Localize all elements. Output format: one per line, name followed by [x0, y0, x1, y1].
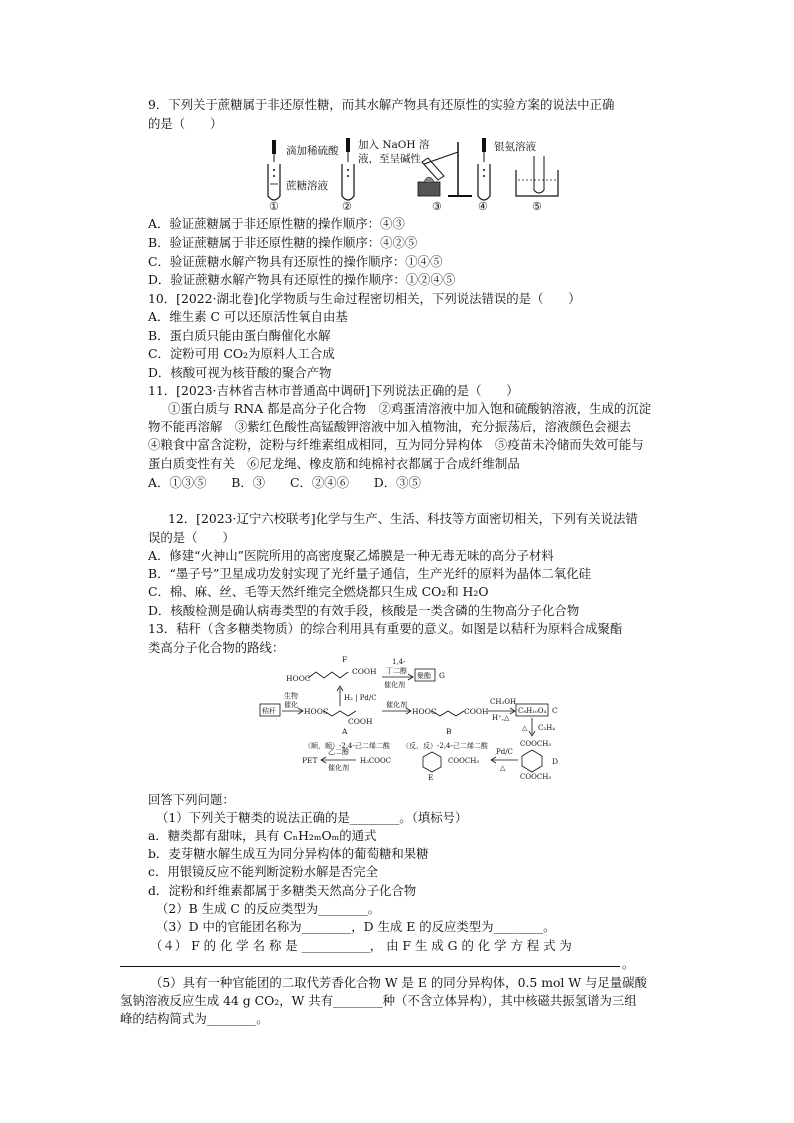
e-cooch3: COOCH₃ — [448, 757, 480, 765]
water-bath — [516, 156, 558, 196]
q13-synthesis-route-figure — [256, 656, 576, 780]
q9-stem-line1: 9．下列关于蔗糖属于非还原性糖，而其水解产物具有还原性的实验方案的说法中正确 — [148, 97, 615, 112]
q10-option-d: D．核酸可视为核苷酸的聚合产物 — [148, 365, 332, 380]
label-add-naoh-1: 加入 NaOH 溶 — [358, 139, 430, 151]
pdc: Pd/C — [496, 748, 513, 756]
delta: △ — [500, 764, 506, 772]
q9-apparatus-figure — [262, 134, 562, 214]
q13-part5-line1: （5）具有一种官能团的二取代芳香化合物 W 是 E 的同分异构体，0.5 mol W 与足量碳酸 — [150, 975, 647, 990]
q9-option-d: D．验证蔗糖水解产物具有还原性的操作顺序：①②④⑤ — [148, 272, 456, 287]
q13-part4-answer-line — [120, 966, 620, 967]
e-ring — [423, 752, 441, 772]
q13-choice-b: b．麦芽糖水解生成互为同分异构体的葡萄糖和果糖 — [148, 846, 429, 861]
label-f: F — [342, 656, 348, 664]
q13-part4: （４） F 的 化 学 名 称 是 ___________， 由 F 生 成 G 的 化 学 方 程 式 为 — [150, 938, 572, 953]
q10-stem: 10．[2022·湖北卷]化学物质与生命过程密切相关，下列说法错误的是（ ） — [148, 291, 581, 306]
q12-option-d: D．核酸检测是确认病毒类型的有效手段，核酸是一类含磷的生物高分子化合物 — [148, 603, 580, 618]
d-ring — [522, 750, 542, 772]
q11-statement-line1: ①蛋白质与 RNA 都是高分子化合物 ②鸡蛋清溶液中加入饱和硫酸钠溶液，生成的沉淀 — [168, 401, 652, 416]
label-g: G — [439, 671, 445, 680]
pet-label: PET — [302, 756, 318, 765]
bio-2: 催化 — [284, 701, 298, 709]
q11-options: A．①③⑤ B．③ C．②④⑥ D．③⑤ — [148, 475, 421, 490]
q12-stem-line1: 12．[2023·辽宁六校联考]化学与生产、生活、科技等方面密切相关，下列有关说法错 — [168, 511, 638, 526]
q9-option-a: A．验证蔗糖属于非还原性糖的操作顺序：④③ — [148, 216, 405, 231]
b-hooc: HOOC — [412, 707, 437, 716]
q12-stem-line2: 误的是（ ） — [148, 530, 235, 545]
b-cooh: COOH — [464, 707, 489, 716]
q10-option-a: A．维生素 C 可以还原活性氧自由基 — [148, 309, 348, 324]
d-cooch3-top: COOCH₃ — [520, 740, 552, 748]
label-n5: ⑤ — [532, 200, 542, 213]
methanol: CH₃OH — [490, 698, 517, 706]
a-chain — [324, 711, 356, 716]
f-hooc: HOOC — [286, 674, 311, 683]
q12-option-b: B．“墨子号”卫星成功发射实现了光纤量子通信，生产光纤的原料为晶体二氧化硅 — [148, 566, 592, 581]
q12-option-c: C．棉、麻、丝、毛等天然纤维完全燃烧都只生成 CO₂和 H₂O — [148, 584, 489, 599]
cat-e-pet: 催化剂 — [328, 764, 349, 772]
bio-1: 生物 — [284, 692, 298, 700]
q11-statement-line2: 物不能再溶解 ③紫红色酸性高锰酸钾溶液中加入植物油，充分振荡后，溶液颜色会褪去 — [148, 419, 632, 434]
q9-option-c: C．验证蔗糖水解产物具有还原性的操作顺序：①④⑤ — [148, 254, 443, 269]
d-cooch3-bottom: COOCH₃ — [520, 773, 552, 780]
label-dilute-sulfuric: 滴加稀硫酸 — [286, 145, 339, 157]
q10-option-b: B．蛋白质只能由蛋白酶催化水解 — [148, 328, 331, 343]
label-n1: ① — [269, 200, 279, 213]
f-chain — [308, 672, 348, 678]
q10-option-c: C．淀粉可用 CO₂为原料人工合成 — [148, 346, 335, 361]
q13-choice-d: d．淀粉和纤维素都属于多糖类天然高分子化合物 — [148, 883, 417, 898]
test-tube-2 — [342, 138, 354, 200]
e-h3cooc: H₃COOC — [360, 757, 392, 765]
h-heat: H⁺,△ — [492, 714, 510, 722]
q13-part3: （3）D 中的官能团名称为________，D 生成 E 的反应类型为________。 — [156, 919, 556, 934]
b-chain — [432, 711, 464, 716]
q13-answer-intro: 回答下列问题： — [148, 792, 235, 807]
label-b: B — [446, 727, 452, 736]
q11-stem: 11．[2023·吉林省吉林市普通高中调研]下列说法正确的是（ ） — [148, 383, 519, 398]
q11-statement-line4: 蛋白质变性有关 ⑥尼龙绳、橡皮筋和纯棉衬衣都属于合成纤维制品 — [148, 456, 520, 471]
q9-stem-line2: 的是（ ） — [148, 116, 223, 131]
f-cooh: COOH — [352, 667, 377, 676]
label-a: A — [342, 727, 348, 736]
q13-choice-c: c．用银镜反应不能判断淀粉水解是否完全 — [148, 864, 378, 879]
cat-a-b: 催化剂 — [386, 701, 407, 709]
a-name: （顺，顺）-2,4-己二烯二酸 — [304, 742, 390, 750]
c-formula: C₈H₁₀O₄ — [518, 707, 547, 715]
q13-stem-line2: 类高分子化合物的路线： — [148, 640, 285, 655]
label-n3: ③ — [432, 200, 442, 213]
polyester-label: 聚酯 — [417, 672, 431, 680]
h2-pdc: H₂ | Pd/C — [344, 694, 377, 702]
q13-part2: （2）B 生成 C 的反应类型为________。 — [156, 901, 381, 916]
butanediol-2: 丁二醇 — [386, 667, 407, 675]
glycol: 乙二醇 — [328, 748, 349, 756]
q13-stem-line1: 13．秸秆（含多糖类物质）的综合利用具有重要的意义。如图是以秸秆为原料合成聚酯 — [148, 621, 623, 636]
q12-option-a: A．修建“火神山”医院所用的高密度聚乙烯膜是一种无毒无味的高分子材料 — [148, 548, 554, 563]
q13-part1: （1）下列关于糖类的说法正确的是________。（填标号） — [156, 810, 468, 825]
straw-label: 秸秆 — [262, 707, 276, 715]
label-silver-ammonia: 银氨溶液 — [494, 141, 536, 153]
q13-part5-line2: 氢钠溶液反应生成 44 g CO₂，W 共有________种（不含立体异构），其中核磁共振氢谱为三组 — [120, 993, 637, 1008]
ethylene: C₂H₄ — [538, 724, 556, 732]
label-sucrose-solution: 蔗糖溶液 — [286, 180, 328, 192]
butanediol-1: 1,4- — [392, 658, 406, 666]
label-d: D — [552, 757, 559, 766]
cat-f-g: 催化剂 — [384, 681, 405, 689]
q11-statement-line3: ④粮食中富含淀粉，淀粉与纤维素组成相同，互为同分异构体 ⑤疫苗未冷储而失效可能与 — [148, 437, 644, 452]
q13-part4-period: 。 — [622, 956, 635, 971]
b-name: （反，反）-2,4-己二烯二酸 — [402, 742, 488, 750]
label-n4: ④ — [478, 200, 488, 213]
test-tube-1 — [268, 140, 280, 200]
q9-option-b: B．验证蔗糖属于非还原性糖的操作顺序：④②⑤ — [148, 235, 418, 250]
a-hooc: HOOC — [304, 707, 329, 716]
label-e: E — [428, 773, 434, 780]
heat: △ — [522, 724, 528, 732]
label-c: C — [552, 706, 558, 715]
a-cooh: COOH — [348, 717, 373, 726]
label-add-naoh-2: 液，至呈碱性 — [358, 153, 421, 165]
q13-choice-a: a．糖类都有甜味，具有 CₙH₂ₘOₘ的通式 — [148, 828, 377, 843]
test-tube-4 — [478, 138, 490, 200]
label-n2: ② — [342, 200, 352, 213]
q13-part5-line3: 峰的结构简式为________。 — [120, 1011, 269, 1026]
